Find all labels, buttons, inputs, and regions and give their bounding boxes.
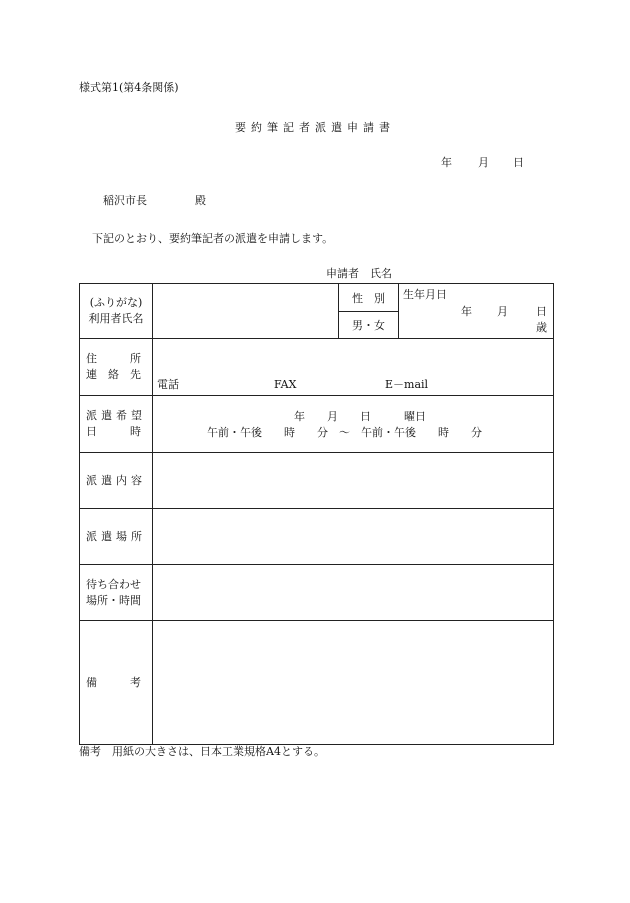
email-label: E－mail — [385, 378, 429, 391]
user-name-label-cell — [80, 284, 153, 339]
date-month: 月 — [478, 156, 489, 169]
time-range-placeholder: 午前・午後 時 分 ～ 午前・午後 時 分 — [207, 426, 482, 439]
gender-label-cell — [339, 284, 399, 312]
fax-label: FAX — [274, 378, 297, 391]
phone-label: 電話 — [157, 378, 179, 391]
address-label-cell — [80, 339, 153, 396]
datetime-label-cell — [80, 396, 153, 453]
meeting-field[interactable] — [153, 565, 554, 621]
application-form-table — [79, 283, 554, 745]
addressee-name: 稲沢市長 — [103, 194, 147, 207]
gender-options: 男・女 — [352, 319, 385, 332]
place-field[interactable] — [153, 509, 554, 565]
form-title: 要約筆記者派遣申請書 — [235, 121, 395, 134]
remarks-label: 備 考 — [86, 675, 141, 689]
remarks-field[interactable] — [153, 621, 554, 745]
meeting-label: 待ち合わせ — [86, 577, 141, 591]
meeting-place-time-label: 場所・時間 — [86, 593, 141, 607]
birth-label: 生年月日 — [403, 288, 447, 301]
date-year: 年 — [441, 156, 452, 169]
user-name-label: 利用者氏名 — [88, 312, 144, 325]
datetime-label: 日 時 — [86, 425, 141, 438]
meeting-label-cell — [80, 565, 153, 621]
remarks-label-cell — [80, 621, 153, 745]
dispatch-request-label: 派遣希望 — [86, 409, 146, 423]
birth-day-unit: 日 — [536, 305, 547, 318]
address-label: 住 所 — [86, 352, 141, 366]
addressee-honorific: 殿 — [195, 194, 206, 207]
date-day: 日 — [513, 156, 524, 169]
contact-label: 連 絡 先 — [86, 368, 141, 381]
form-number: 様式第1(第4条関係) — [79, 81, 179, 94]
birth-month-unit: 月 — [497, 305, 508, 318]
age-unit: 歳 — [536, 321, 547, 334]
birth-year-unit: 年 — [461, 305, 472, 318]
datetime-field[interactable] — [153, 396, 554, 453]
birth-date-field[interactable] — [399, 284, 554, 339]
user-name-field[interactable] — [153, 284, 339, 339]
gender-label: 性 別 — [352, 291, 385, 305]
applicant-label: 申請者 氏名 — [326, 267, 392, 280]
furigana-label: (ふりがな) — [89, 296, 143, 310]
gender-options-cell[interactable] — [339, 312, 399, 339]
date-placeholder: 年 月 日 曜日 — [294, 410, 426, 423]
footnote: 備考 用紙の大きさは、日本工業規格A4とする。 — [79, 745, 325, 758]
place-label: 派遣場所 — [86, 529, 146, 543]
intro-text: 下記のとおり、要約筆記者の派遣を申請します。 — [92, 232, 334, 245]
content-label-cell — [80, 453, 153, 509]
content-label: 派遣内容 — [86, 473, 146, 487]
content-field[interactable] — [153, 453, 554, 509]
address-contact-field[interactable] — [153, 339, 554, 396]
place-label-cell — [80, 509, 153, 565]
